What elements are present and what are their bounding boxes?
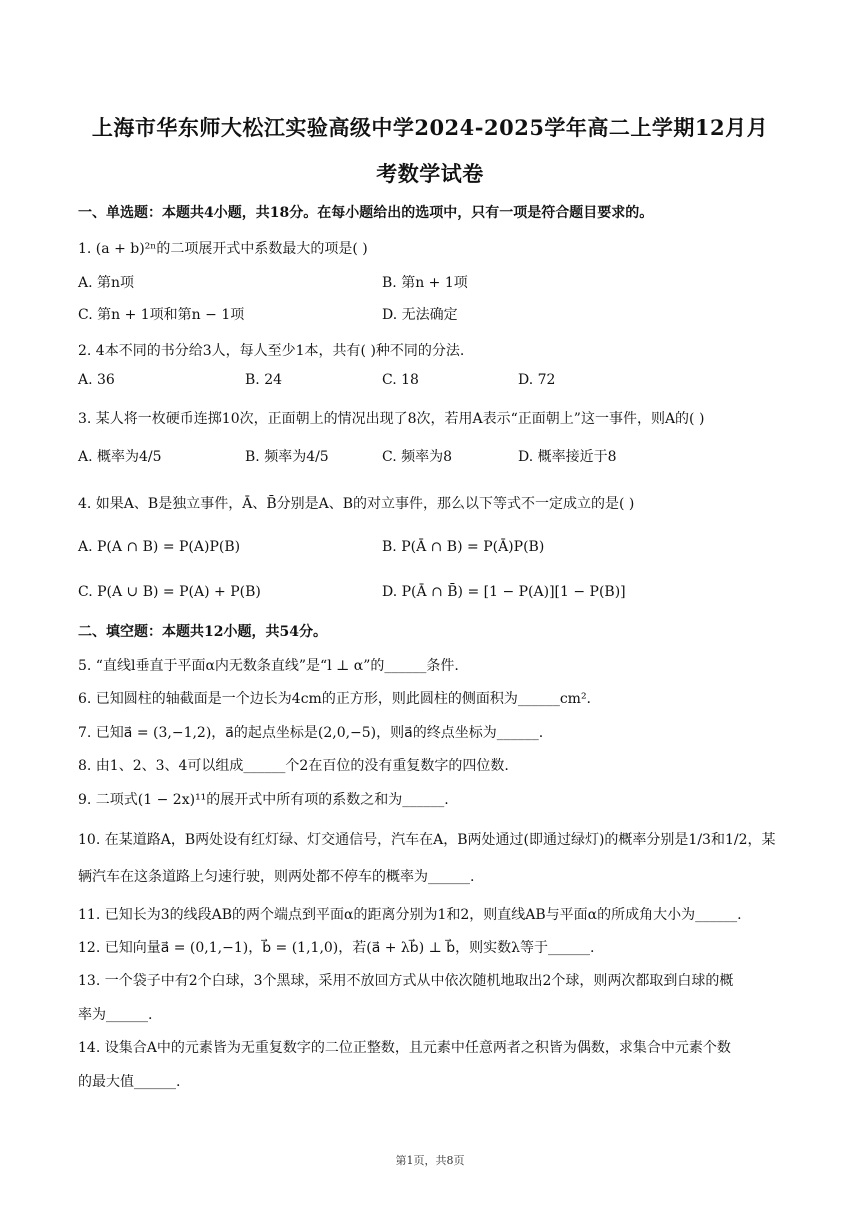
question-3-stem: 3. 某人将一枚硬币连掷10次，正面朝上的情况出现了8次，若用A表示“正面朝上”这一事件，则A的( ) (78, 411, 705, 427)
question-1-option-a: A. 第n项 (78, 275, 135, 291)
question-1-option-c: C. 第n + 1项和第n − 1项 (78, 307, 245, 323)
question-9: 9. 二项式(1 − 2x)¹¹的展开式中所有项的系数之和为______. (78, 792, 449, 808)
question-12: 12. 已知向量a⃗ = (0,1,−1)，b⃗ = (1,1,0)，若(a⃗ + λb⃗) ⊥ b⃗，则实数λ等于______. (78, 940, 595, 956)
question-10-line2: 辆汽车在这条道路上匀速行驶，则两处都不停车的概率为______. (78, 869, 475, 885)
question-4-stem: 4. 如果A、B是独立事件，Ā、B̄分别是A、B的对立事件，那么以下等式不一定成立的是( ) (78, 496, 635, 512)
question-14-line1: 14. 设集合A中的元素皆为无重复数字的二位正整数，且元素中任意两者之积皆为偶数，求集合中元素个数 (78, 1040, 731, 1056)
question-4-option-a: A. P(A ∩ B) = P(A)P(B) (78, 539, 241, 555)
question-3-option-b: B. 频率为4/5 (245, 449, 329, 465)
exam-title-line2: 考数学试卷 (376, 161, 484, 186)
question-11: 11. 已知长为3的线段AB的两个端点到平面α的距离分别为1和2，则直线AB与平面α的所成角大小为______. (78, 907, 742, 923)
question-6: 6. 已知圆柱的轴截面是一个边长为4cm的正方形，则此圆柱的侧面积为______cm². (78, 691, 592, 707)
question-14-line2: 的最大值______. (78, 1074, 181, 1090)
page-footer: 第1页，共8页 (395, 1154, 465, 1167)
question-7: 7. 已知a⃗ = (3,−1,2)，a⃗的起点坐标是(2,0,−5)，则a⃗的终点坐标为______. (78, 725, 544, 741)
question-2-option-c: C. 18 (382, 372, 419, 388)
question-8: 8. 由1、2、3、4可以组成______个2在百位的没有重复数字的四位数. (78, 758, 509, 774)
question-13-line2: 率为______. (78, 1007, 153, 1023)
question-2-option-b: B. 24 (245, 372, 283, 388)
section-heading-single-choice: 一、单选题：本题共4小题，共18分。在每小题给出的选项中，只有一项是符合题目要求的。 (78, 205, 654, 221)
question-1-option-d: D. 无法确定 (382, 307, 458, 323)
question-2-option-d: D. 72 (518, 372, 556, 388)
question-4-option-d: D. P(Ā ∩ B̄) = [1 − P(A)][1 − P(B)] (382, 584, 626, 600)
question-2-option-a: A. 36 (78, 372, 115, 388)
question-5: 5. “直线l垂直于平面α内无数条直线”是“l ⊥ α”的______条件. (78, 658, 459, 674)
question-10-line1: 10. 在某道路A，B两处设有红灯绿、灯交通信号，汽车在A，B两处通过(即通过绿灯)的概率分别是1/3和1/2，某 (78, 832, 776, 848)
question-4-option-b: B. P(Ā ∩ B) = P(Ā)P(B) (382, 539, 545, 555)
question-4-option-c: C. P(A ∪ B) = P(A) + P(B) (78, 584, 261, 600)
question-1-option-b: B. 第n + 1项 (382, 275, 468, 291)
question-1-stem: 1. (a + b)²ⁿ的二项展开式中系数最大的项是( ) (78, 241, 368, 257)
question-3-option-a: A. 概率为4/5 (78, 449, 162, 465)
question-3-option-c: C. 频率为8 (382, 449, 453, 465)
question-13-line1: 13. 一个袋子中有2个白球，3个黑球，采用不放回方式从中依次随机地取出2个球，则两次都取到白球的概 (78, 973, 734, 989)
question-2-stem: 2. 4本不同的书分给3人，每人至少1本，共有( )种不同的分法. (78, 343, 465, 359)
section-heading-fill-in: 二、填空题：本题共12小题，共54分。 (78, 624, 327, 640)
exam-title-line1: 上海市华东师大松江实验高级中学2024-2025学年高二上学期12月月 (91, 115, 769, 140)
question-3-option-d: D. 概率接近于8 (518, 449, 617, 465)
